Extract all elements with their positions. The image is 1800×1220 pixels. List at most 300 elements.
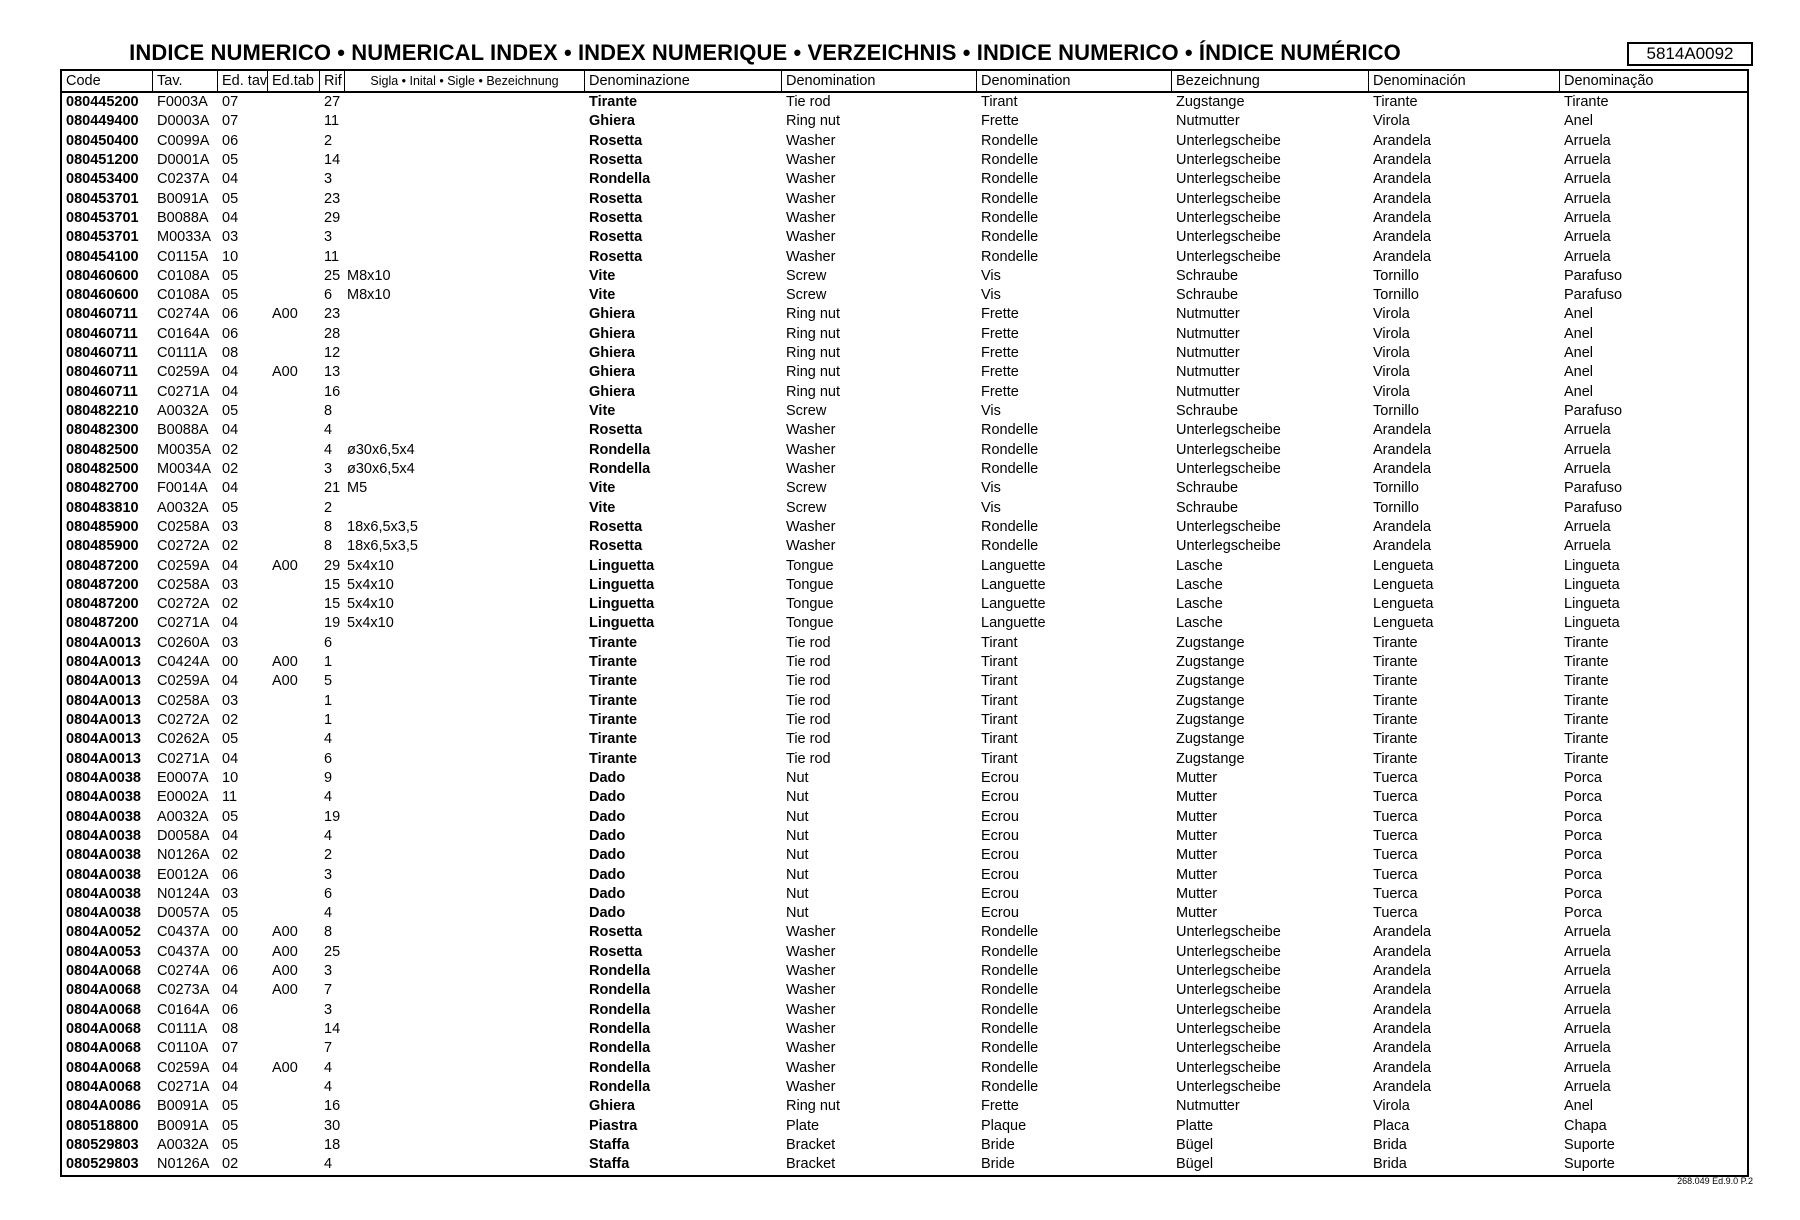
cell-denomination-en: Ring nut <box>786 113 841 130</box>
cell-denomination-fr: Ecrou <box>981 827 1019 844</box>
cell-denominacao: Arruela <box>1564 1078 1611 1095</box>
cell-denominazione: Piastra <box>589 1117 638 1134</box>
cell-denominazione: Rondella <box>589 982 651 999</box>
cell-denomination-en: Nut <box>786 847 809 864</box>
cell-ed-tav: 04 <box>222 422 239 439</box>
cell-code: 080450400 <box>66 132 139 149</box>
cell-bezeichnung: Schraube <box>1176 499 1239 516</box>
cell-denomination-fr: Rondelle <box>981 1001 1039 1018</box>
cell-bezeichnung: Unterlegscheibe <box>1176 151 1281 168</box>
cell-ed-tab <box>268 1097 320 1116</box>
cell-tav: D0057A <box>157 905 210 922</box>
cell-rif: 6 <box>324 634 333 651</box>
header-sigla: Sigla • Inital • Sigle • Bezeichnung <box>345 71 585 91</box>
cell-denomination-en: Nut <box>786 866 809 883</box>
cell-denominacion: Arandela <box>1373 1040 1432 1057</box>
table-row <box>62 769 1747 788</box>
table-row <box>62 421 1747 440</box>
cell-denominacao: Lingueta <box>1564 615 1620 632</box>
cell-denominacao: Arruela <box>1564 171 1611 188</box>
cell-denominazione: Rondella <box>589 1078 651 1095</box>
cell-rif: 4 <box>324 1156 333 1173</box>
cell-code: 0804A0038 <box>66 866 141 883</box>
cell-sigla <box>345 904 585 923</box>
cell-denominacao: Anel <box>1564 1098 1594 1115</box>
cell-ed-tab <box>268 93 320 112</box>
cell-rif: 3 <box>324 460 333 477</box>
cell-denomination-fr: Tirant <box>981 750 1018 767</box>
table-row <box>62 344 1747 363</box>
cell-denomination-en: Bracket <box>786 1156 836 1173</box>
cell-denominazione: Ghiera <box>589 306 635 323</box>
cell-sigla <box>345 672 585 691</box>
cell-denomination-en: Nut <box>786 789 809 806</box>
cell-code: 080482500 <box>66 460 139 477</box>
cell-ed-tav: 04 <box>222 209 239 226</box>
cell-tav: C0271A <box>157 1078 210 1095</box>
cell-denominacao: Tirante <box>1564 731 1609 748</box>
cell-denomination-fr: Ecrou <box>981 866 1019 883</box>
cell-tav: F0014A <box>157 480 208 497</box>
cell-denominacion: Arandela <box>1373 1001 1432 1018</box>
cell-bezeichnung: Platte <box>1176 1117 1214 1134</box>
cell-rif: 6 <box>324 750 333 767</box>
cell-denomination-fr: Vis <box>981 287 1001 304</box>
cell-sigla <box>345 402 585 421</box>
header-code: Code <box>62 71 153 91</box>
cell-sigla: M5 <box>347 480 368 497</box>
header-denominazione: Denominazione <box>585 71 782 91</box>
cell-denominacion: Virola <box>1373 1098 1410 1115</box>
header-denomination-fr: Denomination <box>977 71 1172 91</box>
cell-ed-tab <box>268 421 320 440</box>
cell-denominazione: Rosetta <box>589 924 643 941</box>
cell-code: 080460711 <box>66 306 138 323</box>
cell-denominazione: Ghiera <box>589 325 635 342</box>
cell-denominacion: Arandela <box>1373 190 1432 207</box>
cell-denominacion: Tuerca <box>1373 769 1418 786</box>
header-tav: Tav. <box>153 71 218 91</box>
cell-bezeichnung: Lasche <box>1176 557 1223 574</box>
cell-denominacion: Tornillo <box>1373 403 1419 419</box>
cell-rif: 4 <box>324 422 333 439</box>
cell-denomination-en: Tie rod <box>786 712 831 728</box>
cell-denominacao: Arruela <box>1564 209 1611 226</box>
cell-code: 0804A0068 <box>66 1021 141 1037</box>
cell-ed-tav: 04 <box>222 615 239 632</box>
cell-sigla <box>345 344 585 363</box>
cell-denominacion: Tuerca <box>1373 866 1418 883</box>
cell-code: 080460711 <box>66 383 138 400</box>
cell-ed-tav: 05 <box>222 808 239 825</box>
cell-sigla <box>345 750 585 769</box>
cell-denomination-fr: Ecrou <box>981 847 1019 864</box>
cell-tav: N0124A <box>157 885 210 902</box>
cell-denominacao: Arruela <box>1564 963 1611 980</box>
cell-sigla <box>345 711 585 730</box>
cell-denomination-en: Tie rod <box>786 750 831 767</box>
table-row <box>62 1078 1747 1097</box>
cell-denominazione: Tirante <box>589 731 638 748</box>
cell-rif: 19 <box>324 808 341 825</box>
cell-denomination-fr: Rondelle <box>981 982 1039 999</box>
cell-sigla <box>345 209 585 228</box>
table-row <box>62 286 1747 305</box>
cell-denomination-fr: Vis <box>981 480 1001 497</box>
cell-denominacao: Arruela <box>1564 1040 1611 1057</box>
cell-ed-tab <box>268 904 320 923</box>
cell-denominacao: Tirante <box>1564 654 1609 671</box>
cell-ed-tav: 06 <box>222 1001 239 1018</box>
cell-denominacao: Arruela <box>1564 460 1611 477</box>
cell-rif: 28 <box>324 325 341 342</box>
cell-code: 0804A0038 <box>66 789 141 806</box>
cell-denominacao: Parafuso <box>1564 403 1623 419</box>
cell-ed-tab <box>268 1117 320 1136</box>
cell-ed-tav: 03 <box>222 518 239 535</box>
cell-denomination-en: Ring nut <box>786 345 841 362</box>
cell-bezeichnung: Mutter <box>1176 905 1218 922</box>
cell-sigla <box>345 93 585 112</box>
cell-bezeichnung: Nutmutter <box>1176 383 1240 400</box>
cell-bezeichnung: Unterlegscheibe <box>1176 1001 1281 1018</box>
cell-ed-tab <box>268 1039 320 1058</box>
cell-tav: C0272A <box>157 596 210 613</box>
cell-denominacao: Tirante <box>1564 634 1609 651</box>
table-row <box>62 866 1747 885</box>
cell-tav: C0274A <box>157 963 210 980</box>
cell-denominacion: Arandela <box>1373 151 1432 168</box>
cell-ed-tav: 02 <box>222 847 239 864</box>
cell-code: 080460711 <box>66 325 138 342</box>
cell-bezeichnung: Zugstange <box>1176 692 1245 709</box>
cell-rif: 3 <box>324 229 333 246</box>
cell-rif: 29 <box>324 557 341 574</box>
table-row <box>62 267 1747 286</box>
cell-ed-tab <box>268 441 320 460</box>
cell-denomination-en: Screw <box>786 403 827 419</box>
cell-ed-tav: 06 <box>222 132 239 149</box>
cell-ed-tav: 00 <box>222 924 239 941</box>
cell-denominazione: Linguetta <box>589 596 655 613</box>
cell-rif: 23 <box>324 306 341 323</box>
cell-bezeichnung: Unterlegscheibe <box>1176 1040 1281 1057</box>
cell-tav: C0437A <box>157 943 210 960</box>
cell-bezeichnung: Zugstange <box>1176 712 1245 728</box>
cell-code: 080451200 <box>66 151 139 168</box>
cell-denomination-en: Washer <box>786 1059 836 1076</box>
cell-tav: C0110A <box>157 1040 209 1057</box>
cell-rif: 6 <box>324 287 333 304</box>
cell-denomination-en: Washer <box>786 538 836 555</box>
cell-sigla <box>345 730 585 749</box>
cell-rif: 11 <box>324 113 340 130</box>
cell-denomination-fr: Rondelle <box>981 538 1039 555</box>
cell-denomination-fr: Bride <box>981 1136 1015 1153</box>
cell-denominacion: Lengueta <box>1373 615 1434 632</box>
cell-code: 080453400 <box>66 171 139 188</box>
cell-denomination-en: Washer <box>786 190 836 207</box>
cell-sigla <box>345 808 585 827</box>
cell-rif: 14 <box>324 151 341 168</box>
cell-rif: 8 <box>324 538 333 555</box>
cell-ed-tav: 02 <box>222 1156 239 1173</box>
cell-bezeichnung: Mutter <box>1176 789 1218 806</box>
cell-denominazione: Rosetta <box>589 190 643 207</box>
cell-denominazione: Vite <box>589 480 616 497</box>
cell-denominacion: Arandela <box>1373 132 1432 149</box>
cell-tav: C0099A <box>157 132 210 149</box>
cell-rif: 4 <box>324 827 333 844</box>
cell-ed-tab <box>268 537 320 556</box>
cell-bezeichnung: Nutmutter <box>1176 113 1240 130</box>
cell-sigla <box>345 1117 585 1136</box>
cell-ed-tab <box>268 132 320 151</box>
cell-denomination-fr: Vis <box>981 499 1001 516</box>
cell-denominacion: Tuerca <box>1373 808 1418 825</box>
cell-ed-tab <box>268 808 320 827</box>
cell-ed-tav: 02 <box>222 712 239 728</box>
cell-denominacion: Arandela <box>1373 1059 1432 1076</box>
cell-denominacao: Arruela <box>1564 190 1611 207</box>
cell-denominacao: Parafuso <box>1564 480 1623 497</box>
table-row <box>62 808 1747 827</box>
cell-rif: 2 <box>324 847 333 864</box>
cell-denominacion: Arandela <box>1373 538 1432 555</box>
cell-bezeichnung: Zugstange <box>1176 750 1245 767</box>
cell-tav: N0126A <box>157 1156 210 1173</box>
cell-denominazione: Rosetta <box>589 538 643 555</box>
cell-denominacao: Anel <box>1564 383 1594 400</box>
cell-rif: 7 <box>324 1040 333 1057</box>
cell-bezeichnung: Zugstange <box>1176 731 1245 748</box>
cell-denomination-en: Screw <box>786 499 827 516</box>
cell-denomination-en: Washer <box>786 1001 836 1018</box>
cell-rif: 8 <box>324 924 333 941</box>
cell-denominacion: Arandela <box>1373 229 1432 246</box>
cell-denominacao: Tirante <box>1564 712 1609 728</box>
cell-denominacao: Arruela <box>1564 982 1611 999</box>
cell-denominazione: Rosetta <box>589 229 643 246</box>
cell-denomination-en: Washer <box>786 982 836 999</box>
cell-rif: 3 <box>324 1001 333 1018</box>
cell-tav: A0032A <box>157 499 209 516</box>
cell-denominazione: Ghiera <box>589 383 635 400</box>
cell-bezeichnung: Mutter <box>1176 866 1218 883</box>
cell-code: 0804A0013 <box>66 692 141 709</box>
cell-sigla <box>345 981 585 1000</box>
cell-ed-tav: 10 <box>222 769 239 786</box>
cell-denomination-fr: Frette <box>981 325 1019 342</box>
cell-ed-tav: 05 <box>222 151 239 168</box>
table-row <box>62 363 1747 382</box>
cell-rif: 11 <box>324 248 340 265</box>
table-row <box>62 576 1747 595</box>
cell-denomination-fr: Ecrou <box>981 769 1019 786</box>
cell-denominacao: Arruela <box>1564 132 1611 149</box>
cell-denominacion: Arandela <box>1373 422 1432 439</box>
cell-ed-tab <box>268 634 320 653</box>
cell-sigla: M8x10 <box>347 287 391 304</box>
cell-tav: M0035A <box>157 441 212 458</box>
cell-tav: F0003A <box>157 94 208 110</box>
cell-tav: C0273A <box>157 982 210 999</box>
cell-sigla <box>345 421 585 440</box>
cell-denominazione: Dado <box>589 847 626 864</box>
cell-denominacion: Tirante <box>1373 94 1418 110</box>
cell-code: 0804A0013 <box>66 750 141 767</box>
cell-denominacion: Lengueta <box>1373 596 1434 613</box>
cell-ed-tav: 06 <box>222 325 239 342</box>
cell-ed-tab <box>268 866 320 885</box>
cell-code: 080487200 <box>66 615 139 632</box>
cell-denominacao: Arruela <box>1564 538 1611 555</box>
cell-sigla <box>345 866 585 885</box>
cell-denominazione: Tirante <box>589 94 638 110</box>
footer-reference: 268.049 Ed.9.0 P.2 <box>1677 1176 1753 1186</box>
cell-denomination-en: Washer <box>786 518 836 535</box>
table-row <box>62 209 1747 228</box>
cell-denomination-en: Washer <box>786 460 836 477</box>
cell-bezeichnung: Schraube <box>1176 403 1239 419</box>
cell-denomination-en: Ring nut <box>786 325 841 342</box>
cell-bezeichnung: Lasche <box>1176 576 1223 593</box>
table-row <box>62 1136 1747 1155</box>
cell-sigla <box>345 885 585 904</box>
cell-bezeichnung: Mutter <box>1176 769 1218 786</box>
cell-rif: 12 <box>324 345 341 362</box>
table-row <box>62 112 1747 131</box>
cell-rif: 9 <box>324 769 333 786</box>
table-row <box>62 499 1747 518</box>
cell-ed-tab <box>268 228 320 247</box>
cell-code: 080449400 <box>66 113 139 130</box>
cell-tav: C0258A <box>157 518 210 535</box>
cell-denominacion: Tornillo <box>1373 267 1419 284</box>
cell-denomination-en: Ring nut <box>786 383 841 400</box>
cell-tav: C0259A <box>157 1059 210 1076</box>
table-row <box>62 653 1747 672</box>
cell-bezeichnung: Zugstange <box>1176 94 1245 110</box>
cell-denominacao: Lingueta <box>1564 596 1620 613</box>
cell-bezeichnung: Unterlegscheibe <box>1176 924 1281 941</box>
table-row <box>62 557 1747 576</box>
cell-bezeichnung: Zugstange <box>1176 673 1245 690</box>
cell-ed-tav: 03 <box>222 634 239 651</box>
cell-denominacion: Virola <box>1373 364 1410 381</box>
cell-code: 080487200 <box>66 576 139 593</box>
cell-bezeichnung: Unterlegscheibe <box>1176 209 1281 226</box>
cell-denominacao: Arruela <box>1564 943 1611 960</box>
cell-bezeichnung: Mutter <box>1176 827 1218 844</box>
cell-rif: 4 <box>324 905 333 922</box>
cell-rif: 4 <box>324 731 333 748</box>
cell-denomination-fr: Rondelle <box>981 924 1039 941</box>
table-row <box>62 692 1747 711</box>
cell-rif: 1 <box>324 692 333 709</box>
cell-denominazione: Rondella <box>589 1021 651 1037</box>
cell-code: 080518800 <box>66 1117 139 1134</box>
cell-denominazione: Rosetta <box>589 248 643 265</box>
cell-ed-tab <box>268 209 320 228</box>
cell-denominacao: Arruela <box>1564 441 1611 458</box>
cell-denomination-fr: Tirant <box>981 712 1018 728</box>
cell-denominazione: Rondella <box>589 1001 651 1018</box>
cell-ed-tav: 03 <box>222 885 239 902</box>
table-row <box>62 383 1747 402</box>
cell-rif: 2 <box>324 499 333 516</box>
cell-denominazione: Staffa <box>589 1156 630 1173</box>
cell-ed-tab <box>268 460 320 479</box>
cell-denominacao: Porca <box>1564 866 1602 883</box>
cell-tav: C0259A <box>157 673 210 690</box>
cell-ed-tab <box>268 1155 320 1174</box>
cell-denominacao: Tirante <box>1564 750 1609 767</box>
cell-code: 0804A0068 <box>66 1001 141 1018</box>
cell-ed-tab: A00 <box>272 924 298 941</box>
table-row <box>62 325 1747 344</box>
cell-denominacion: Virola <box>1373 345 1410 362</box>
cell-ed-tab: A00 <box>272 557 298 574</box>
cell-ed-tav: 00 <box>222 943 239 960</box>
cell-denominacion: Tornillo <box>1373 499 1419 516</box>
cell-ed-tab <box>268 190 320 209</box>
cell-bezeichnung: Mutter <box>1176 808 1218 825</box>
cell-sigla <box>345 1001 585 1020</box>
cell-ed-tab <box>268 344 320 363</box>
cell-denominacion: Virola <box>1373 306 1410 323</box>
cell-ed-tab <box>268 576 320 595</box>
cell-denomination-en: Bracket <box>786 1136 836 1153</box>
cell-code: 080529803 <box>66 1156 139 1173</box>
table-row <box>62 1155 1747 1174</box>
cell-sigla <box>345 962 585 981</box>
header-rif: Rif <box>320 71 345 91</box>
cell-denomination-fr: Ecrou <box>981 885 1019 902</box>
cell-denomination-en: Washer <box>786 229 836 246</box>
cell-ed-tav: 04 <box>222 383 239 400</box>
cell-denominazione: Rondella <box>589 460 651 477</box>
table-row <box>62 132 1747 151</box>
cell-sigla: 5x4x10 <box>347 596 394 613</box>
cell-denomination-en: Tongue <box>786 557 834 574</box>
cell-denominazione: Tirante <box>589 654 638 671</box>
cell-rif: 25 <box>324 943 341 960</box>
cell-denominacion: Virola <box>1373 383 1410 400</box>
cell-tav: C0259A <box>157 364 210 381</box>
cell-rif: 15 <box>324 576 341 593</box>
table-row <box>62 190 1747 209</box>
cell-denominacion: Arandela <box>1373 963 1432 980</box>
cell-rif: 23 <box>324 190 341 207</box>
cell-denominazione: Dado <box>589 866 626 883</box>
cell-tav: B0088A <box>157 422 209 439</box>
cell-denominacao: Porca <box>1564 885 1602 902</box>
cell-rif: 1 <box>324 712 333 728</box>
cell-denominazione: Linguetta <box>589 576 655 593</box>
table-row <box>62 228 1747 247</box>
cell-ed-tav: 03 <box>222 576 239 593</box>
cell-rif: 19 <box>324 615 341 632</box>
cell-tav: E0007A <box>157 769 209 786</box>
cell-denominacion: Tirante <box>1373 712 1418 728</box>
cell-ed-tav: 03 <box>222 229 239 246</box>
table-row <box>62 1059 1747 1078</box>
header-ed-tab: Ed.tab <box>268 71 320 91</box>
cell-rif: 3 <box>324 866 333 883</box>
cell-ed-tab <box>268 846 320 865</box>
table-row <box>62 93 1747 112</box>
